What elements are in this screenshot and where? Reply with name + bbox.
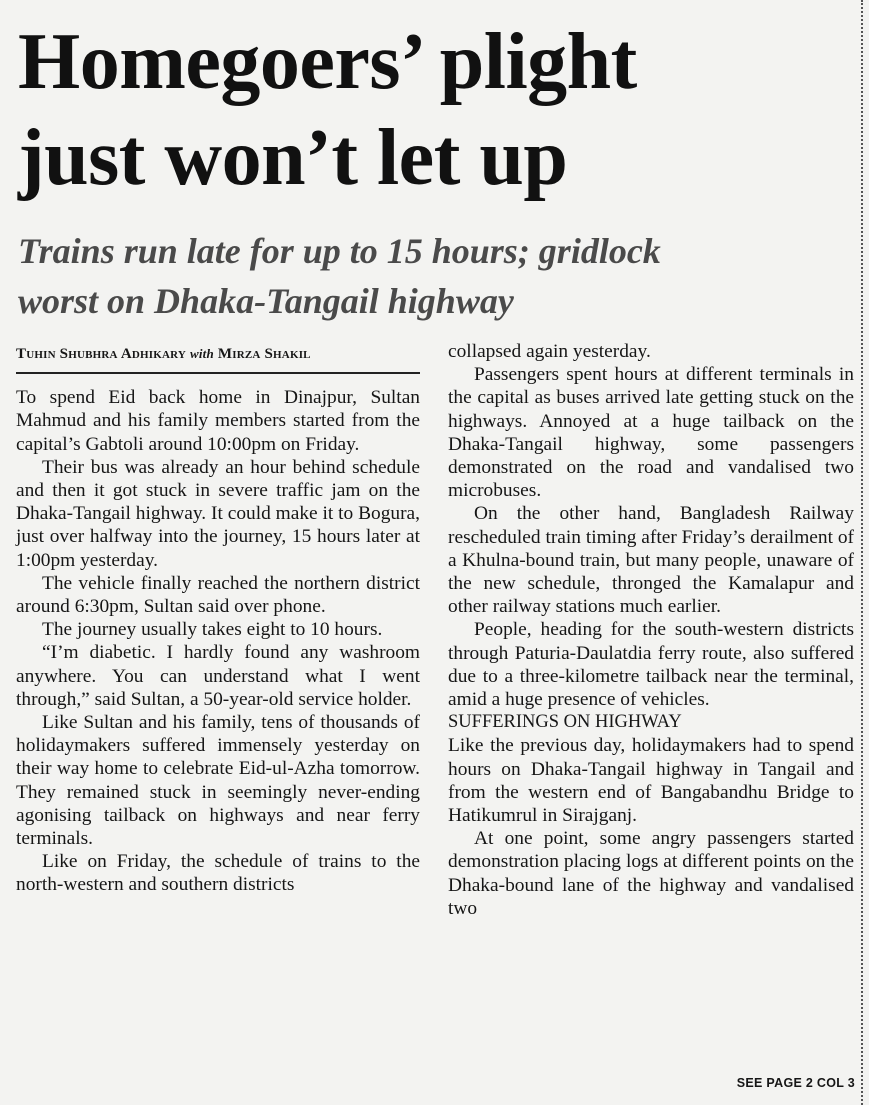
- headline-line: just won’t let up: [18, 114, 568, 202]
- article-column-left: [16, 340, 420, 897]
- byline-author: Mirza Shakil: [217, 346, 311, 362]
- article-paragraph: Like Sultan and his family, tens of thousands of holidaymakers suffered immensely yesterday on their way home to celebrate Eid-ul-Azha tomorrow. They remained stuck in seemingly never-ending agonising tailback on highways and near ferry terminals.: [16, 712, 420, 850]
- section-heading: SUFFERINGS ON HIGHWAY: [448, 712, 682, 733]
- article-paragraph: Like on Friday, the schedule of trains to the north-western and southern districts: [16, 851, 420, 896]
- article-paragraph: People, heading for the south-western districts through Paturia-Daulatdia ferry route, also suffered due to a three-kilometre tailback near the terminal, amid a huge presence of vehicles.: [448, 619, 854, 711]
- subheadline-line: Trains run late for up to 15 hours; gridlock: [18, 231, 661, 271]
- headline: [18, 14, 848, 206]
- byline-author: Tuhin Shubhra Adhikary: [16, 346, 187, 362]
- article-paragraph: “I’m diabetic. I hardly found any washroom anywhere. You can understand what I went through,” said Sultan, a 50-year-old service holder.: [16, 642, 420, 710]
- subheadline-line: worst on Dhaka-Tangail highway: [18, 281, 514, 321]
- article-paragraph: At one point, some angry passengers started demonstration placing logs at different points on the Dhaka-bound lane of the highway and vandalised two: [448, 828, 854, 919]
- article-column-right: [448, 340, 854, 920]
- article-paragraph: The journey usually takes eight to 10 hours.: [42, 619, 383, 641]
- article-paragraph: Like the previous day, holidaymakers had to spend hours on Dhaka-Tangail highway in Tangail and from the western end of Bangabandhu Bridge to Hatikumrul in Sirajganj.: [448, 735, 854, 827]
- article-paragraph: To spend Eid back home in Dinajpur, Sultan Mahmud and his family members started from the capital’s Gabtoli around 10:00pm on Friday.: [16, 387, 420, 455]
- byline-with: with: [190, 346, 214, 361]
- article-paragraph: Their bus was already an hour behind schedule and then it got stuck in severe traffic jam on the Dhaka-Tangail highway. It could make it to Bogura, just over halfway into the journey, 15 hours later at 1:00pm yesterday.: [16, 456, 420, 571]
- article-paragraph: collapsed again yesterday.: [448, 341, 651, 362]
- subheadline: [18, 226, 848, 326]
- article-paragraph: On the other hand, Bangladesh Railway rescheduled train timing after Friday’s derailment of a Khulna-bound train, but many people, unaware of the new schedule, thronged the Kamalapur and other railway stations much earlier.: [448, 503, 854, 618]
- column-divider: [861, 0, 863, 1105]
- continued-on-label: SEE PAGE 2 COL 3: [736, 1076, 855, 1090]
- byline: [16, 342, 420, 374]
- article-paragraph: The vehicle finally reached the northern district around 6:30pm, Sultan said over phone.: [16, 572, 420, 618]
- headline-line: Homegoers’ plight: [18, 18, 637, 106]
- article-paragraph: Passengers spent hours at different terminals in the capital as buses arrived late getting stuck on the highways. Annoyed at a huge tailback on the Dhaka-Tangail highway, some passengers demonstrated on the road and vandalised two microbuses.: [448, 364, 854, 502]
